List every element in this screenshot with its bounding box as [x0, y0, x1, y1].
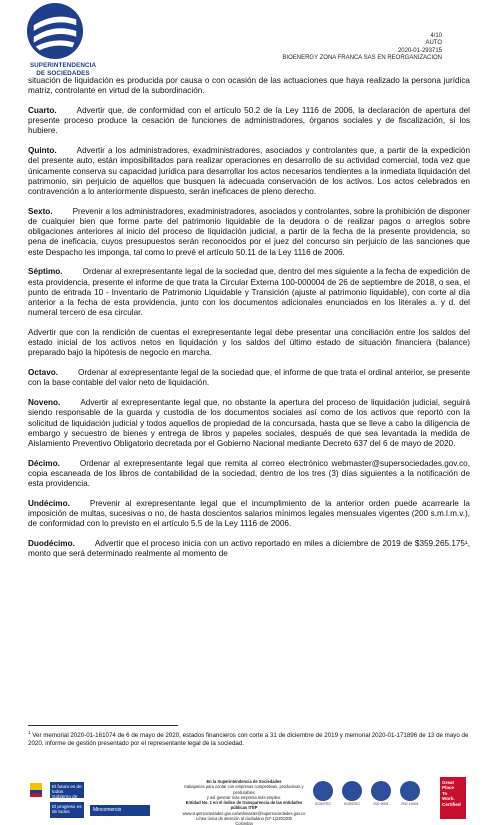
paragraph: [28, 398, 470, 449]
gptw-line: Certified: [442, 801, 461, 807]
paragraph-text: Prevenir al exrepresentante legal que el incumplimiento de la anterior orden puede acarrearle la imposición de multas, sucesivas o no, de hasta doscientos salarios mínimos legales mensuales vigentes (200 s.m.l.m.v.), de conformidad con lo previsto en el artículo 5.5 de la Ley 1116 de 2006.: [28, 499, 470, 529]
certification-badge: [399, 781, 421, 811]
paragraph-lead: Duodécimo.: [28, 539, 75, 549]
paragraph-lead: Sexto.: [28, 206, 53, 216]
paragraph: [28, 76, 470, 96]
gptw-line: To: [442, 790, 448, 796]
paragraph: [28, 207, 470, 258]
great-place-to-work-badge: [440, 777, 466, 819]
paragraph-text: Ordenar al exrepresentante legal que remita al correo electrónico webmaster@supersociedades.gov.co, copia escaneada de los libros de contabilidad de la sociedad, dentro de los tres (3) días siguientes a la notificación de esta providencia.: [28, 458, 470, 489]
paragraph-lead: Cuarto.: [28, 106, 57, 115]
mincomercio-logo: Mincomercio: [90, 805, 150, 816]
paragraph-lead: Undécimo.: [28, 499, 70, 509]
paragraph-lead: Noveno.: [28, 398, 61, 408]
certification-badges: [312, 781, 432, 821]
footnote-divider: [28, 725, 178, 726]
certification-label: ISO 14001: [401, 802, 419, 806]
certification-seal-icon: [313, 781, 333, 801]
certification-badge: [370, 781, 392, 811]
supersociedades-logo-icon: [26, 2, 84, 60]
paragraph-text: situación de liquidación es producida por causa o con ocasión de las actuaciones que haya realizado la persona jurídica matriz, controlante en virtud de la subordinación.: [28, 76, 470, 96]
certification-seal-icon: [400, 781, 420, 801]
certification-badge: [341, 781, 363, 811]
paragraph: [28, 146, 470, 197]
document-body: [28, 76, 470, 569]
government-logos: [30, 781, 170, 821]
paragraph: [28, 499, 470, 530]
paragraph: [28, 106, 470, 137]
logo-wordmark: SUPERINTENDENCIA DE SOCIEDADES: [29, 62, 97, 77]
page-header: [0, 0, 498, 82]
paragraph-text: Ordenar al exrepresentante legal de la sociedad que, dentro del mes siguiente a la fecha de expedición de esta providencia, presente el informe de que trata la Circular Externa 100-000004 de 26 de septiembre de 2018, o sea, el punto de entrada 10 - Inventario de Patrimonio Liquidable y Transición (ajuste al patrimonio liquidable), con corte al día anterior a la fecha de esta providencia, junto con los documentos adicionales enunciados en los literales a. y d. del numeral tercero de esa circular.: [28, 267, 470, 318]
paragraph-text: Advertir que, de conformidad con el artículo 50.2 de la Ley 1116 de 2006, la declaración de apertura del presente proceso produce la cesación de funciones de administradores, órganos sociales y de fiscalización, si los hubiere.: [28, 106, 470, 136]
footer-line: Entidad No. 1 en el índice de transparencia de las entidades públicas ITEP: [185, 800, 303, 811]
paragraph: [28, 368, 470, 388]
paragraph: [28, 328, 470, 359]
paragraph-lead: Séptimo.: [28, 267, 63, 277]
gobierno-logo: El futuro es de todos Gobierno de: [50, 782, 84, 798]
page-footer: [0, 773, 498, 825]
document-number: 2020-01-293715: [397, 47, 442, 54]
footer-line: En la Superintendencia de Sociedades: [206, 779, 282, 784]
certification-badge: [312, 781, 334, 811]
entity-name: BIOENERGY ZONA FRANCA SAS EN REORGANIZACION: [282, 55, 442, 62]
gptw-line: Great: [442, 780, 455, 785]
document-reference: [282, 33, 442, 63]
footnote-mark: 1: [28, 730, 31, 735]
footer-line: trabajamos para contar con empresas competitivas, productivas y perdurables: [184, 784, 304, 795]
document-type: AUTO: [425, 40, 442, 47]
paragraph-text: Advertir al exrepresentante legal que, no obstante la apertura del proceso de liquidación judicial, seguirá siendo responsable de la guarda y custodia de los documentos sociales así como de los activos que reportó con la solicitud de liquidación judicial y todos aquellos de propiedad de la concursada, hasta que se lleve a cabo la diligencia de embargo y secuestro de bienes y entrega de libros y papeles sociales, después de que sea levantada la medida de Aislamiento Preventivo Obligatorio decretada por el Gobierno Nacional mediante Decreto 637 del 6 de mayo de 2020.: [28, 398, 470, 449]
page-number: 4/10: [430, 33, 442, 39]
footer-line: Colombia: [235, 821, 253, 825]
paragraph: [28, 539, 470, 559]
paragraph-lead: Quinto.: [28, 146, 57, 156]
certification-label: ICONTEC: [314, 802, 332, 806]
paragraph-text: Advertir que el proceso inicia con un activo reportado en miles a diciembre de 2019 de $359.265.175¹, monto que será determinado realmente al momento de: [28, 539, 470, 559]
footer-line: www.supersociedades.gov.co/webmaster@supersociedades.gov.co: [182, 810, 306, 816]
certification-label: ISO 9001: [373, 802, 389, 806]
footnote: [28, 729, 470, 749]
paragraph-text: Advertir a los administradores, exadministradores, asociados y controlantes que, a partir de la expedición del presente auto, están imposibilitados para realizar operaciones en desarrollo de su actividad comercial, toda vez que únicamente conserva su capacidad jurídica para desarrollar los actos necesarios tendientes a la inmediata liquidación del patrimonio, sin perjuicio de aquellos que busquen la adecuada conservación de los activos. Los actos celebrados en contravención a lo anteriormente dispuesto, serán ineficaces de pleno derecho.: [28, 146, 470, 197]
certification-seal-icon: [342, 781, 362, 801]
gptw-line: Place: [442, 785, 455, 791]
footnote-text: Ver memorial 2020-01-161074 de 6 de mayo de 2020, estados financieros con corte a 31 de diciembre de 2019 y memorial 2020-01-171896 de 13 de mayo de 2020, informe de gestión presentado por el representante legal de la sociedad.: [28, 732, 469, 748]
paragraph-text: Prevenir a los administradores, exadministradores, asociados y controlantes, sobre la prohibición de disponer de cualquier bien que forme parte del patrimonio liquidable de la deudora o de realizar pagos o arreglos sobre obligaciones anteriores al inicio del proceso de liquidación judicial, a partir de la fecha de la presente providencia, so pena de ineficacia, cuyos presupuestos serán reconocidos por el juez del concurso sin perjuicio de las sanciones que este Despacho les imponga, tal como lo prevé el artículo 50.11 de la Ley 1116 de 2006.: [28, 206, 470, 257]
paragraph-lead: Décimo.: [28, 458, 60, 468]
certification-label: ICONTEC: [343, 802, 361, 806]
footer-contact-info: [180, 779, 308, 825]
paragraph-text: Ordenar al exrepresentante legal de la sociedad que, el informe de que trata el ordinal anterior, se presente con la base contable del valor neto de liquidación.: [28, 368, 470, 388]
footer-line: y así generar más empresa más empleo.: [206, 794, 282, 800]
footer-line: Línea única de atención al ciudadano (57-1)2201000: [196, 816, 292, 822]
paragraph: [28, 459, 470, 490]
gptw-line: Work.: [442, 796, 455, 802]
paragraph-text: Advertir que con la rendición de cuentas el exrepresentante legal debe presentar una conciliación entre los saldos del estado inicial de los activos netos en liquidación y los saldos del último estado de situación financiera (balance) preparado bajo la hipótesis de negocio en marcha.: [28, 328, 470, 358]
progreso-logo: El progreso es de todos: [50, 802, 84, 818]
certification-seal-icon: [371, 781, 391, 801]
paragraph-lead: Octavo.: [28, 368, 59, 378]
colombia-flag-icon: [30, 783, 42, 797]
paragraph: [28, 267, 470, 318]
